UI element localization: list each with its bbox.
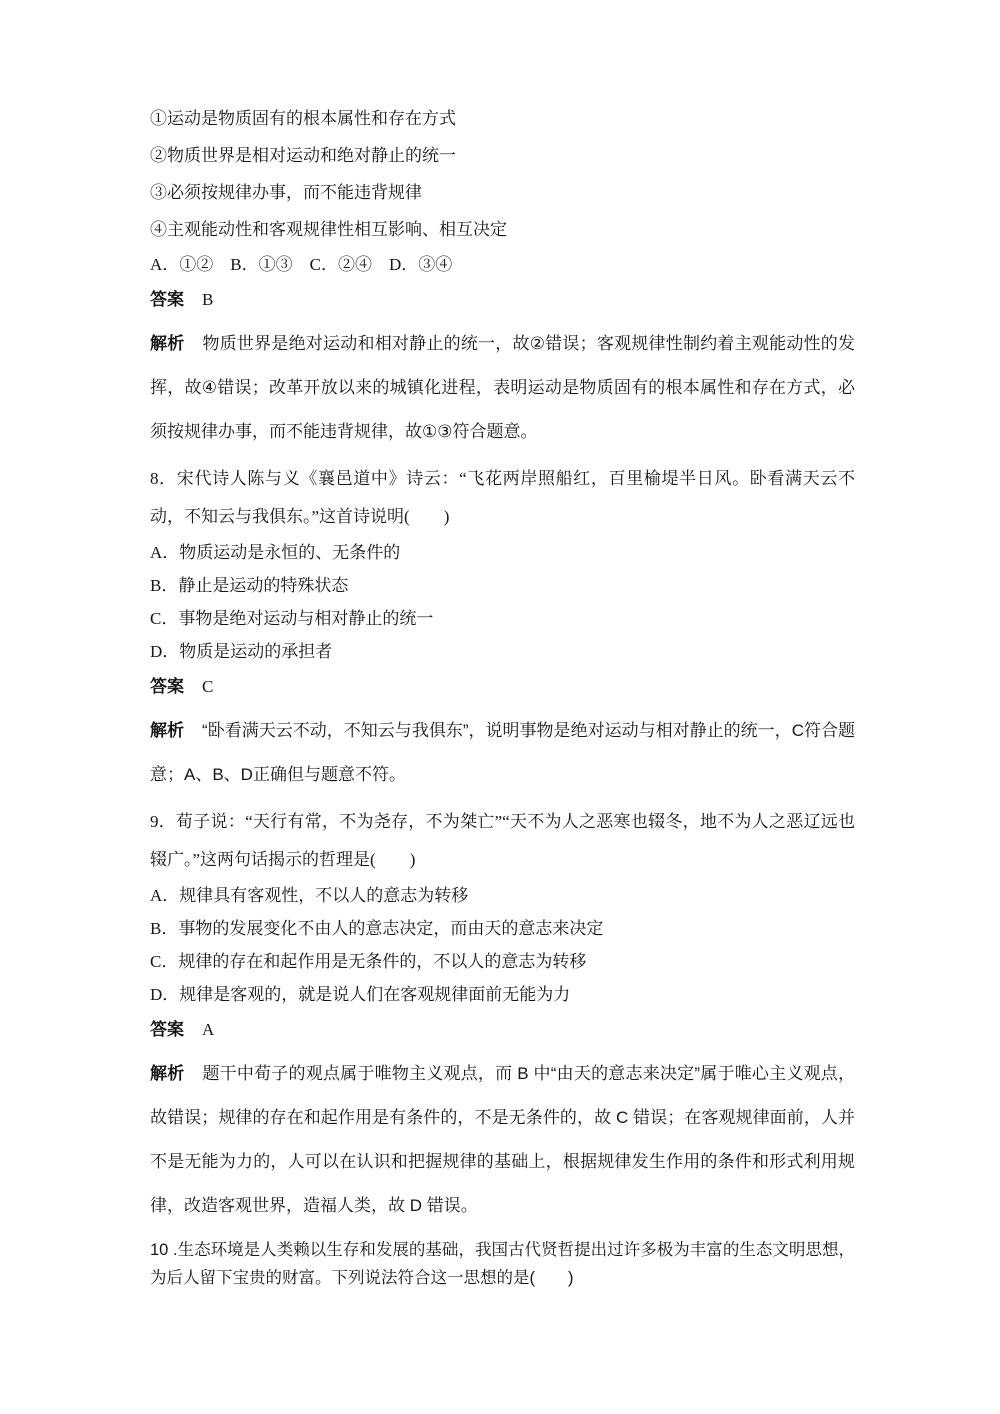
- question-7-block: [150, 100, 855, 454]
- answer-label: 答案: [150, 677, 184, 696]
- question-8-block: [150, 460, 855, 797]
- analysis-label: 解析: [150, 721, 185, 740]
- analysis-text: 题干中荀子的观点属于唯物主义观点，而 B 中“由天的意志来决定”属于唯心主义观点，故错误；规律的存在和起作用是有条件的，不是无条件的，故 C 错误；在客观规律面前，人并不是无能为力的，人可以在认识和把握规律的基础上，根据规律发生作用的条件和形式利用规律，改造客观世界，造福人类，故 D 错误。: [150, 1064, 856, 1215]
- option-d: D．规律是客观的，就是说人们在客观规律面前无能为力: [150, 985, 571, 1004]
- answer-row: [150, 1013, 855, 1046]
- answer-row: [150, 670, 855, 703]
- analysis-label: 解析: [150, 334, 185, 353]
- option-b: B．静止是运动的特殊状态: [150, 576, 349, 595]
- question-9-block: [150, 803, 855, 1228]
- analysis-label: 解析: [150, 1064, 185, 1083]
- question-stem: 10 .生态环境是人类赖以生存和发展的基础，我国古代贤哲提出过许多极为丰富的生态文明思想，为后人留下宝贵的财富。下列说法符合这一思想的是( ): [150, 1241, 855, 1287]
- option-a: A．规律具有客观性，不以人的意志为转移: [150, 886, 469, 905]
- analysis-paragraph: [150, 322, 855, 454]
- question-stem: 8．宋代诗人陈与义《襄邑道中》诗云：“飞花两岸照船红，百里榆堤半日风。卧看满天云不动，不知云与我俱东。”这首诗说明( ): [150, 469, 855, 526]
- option-c: C．规律的存在和起作用是无条件的，不以人的意志为转移: [150, 952, 587, 971]
- analysis-paragraph: [150, 1052, 855, 1228]
- option-d: D．物质是运动的承担者: [150, 642, 333, 661]
- answer-label: 答案: [150, 1020, 184, 1039]
- question-stem: 9．荀子说：“天行有常，不为尧存，不为桀亡”“天不为人之恶寒也辍冬，地不为人之恶辽远也辍广。”这两句话揭示的哲理是( ): [150, 812, 855, 869]
- analysis-text: “卧看满天云不动，不知云与我俱东”，说明事物是绝对运动与相对静止的统一，C符合题意；A、B、D正确但与题意不符。: [150, 721, 856, 784]
- option-b: B．事物的发展变化不由人的意志决定，而由天的意志来决定: [150, 919, 604, 938]
- analysis-text: 物质世界是绝对运动和相对静止的统一，故②错误；客观规律性制约着主观能动性的发挥，故④错误；改革开放以来的城镇化进程，表明运动是物质固有的根本属性和存在方式，必须按规律办事，而不能违背规律，故①③符合题意。: [150, 334, 855, 441]
- numbered-statement-1: ①运动是物质固有的根本属性和存在方式: [150, 109, 456, 128]
- choice-line: A．①② B．①③ C．②④ D．③④: [150, 255, 453, 274]
- answer-value: A: [202, 1020, 215, 1039]
- question-10-block: [150, 1236, 855, 1292]
- answer-value: C: [202, 677, 214, 696]
- option-c: C．事物是绝对运动与相对静止的统一: [150, 609, 434, 628]
- answer-row: [150, 283, 855, 316]
- analysis-paragraph: [150, 709, 855, 797]
- option-a: A．物质运动是永恒的、无条件的: [150, 543, 401, 562]
- numbered-statement-4: ④主观能动性和客观规律性相互影响、相互决定: [150, 220, 507, 239]
- numbered-statement-3: ③必须按规律办事，而不能违背规律: [150, 183, 422, 202]
- answer-value: B: [202, 290, 214, 309]
- numbered-statement-2: ②物质世界是相对运动和绝对静止的统一: [150, 146, 456, 165]
- answer-label: 答案: [150, 290, 184, 309]
